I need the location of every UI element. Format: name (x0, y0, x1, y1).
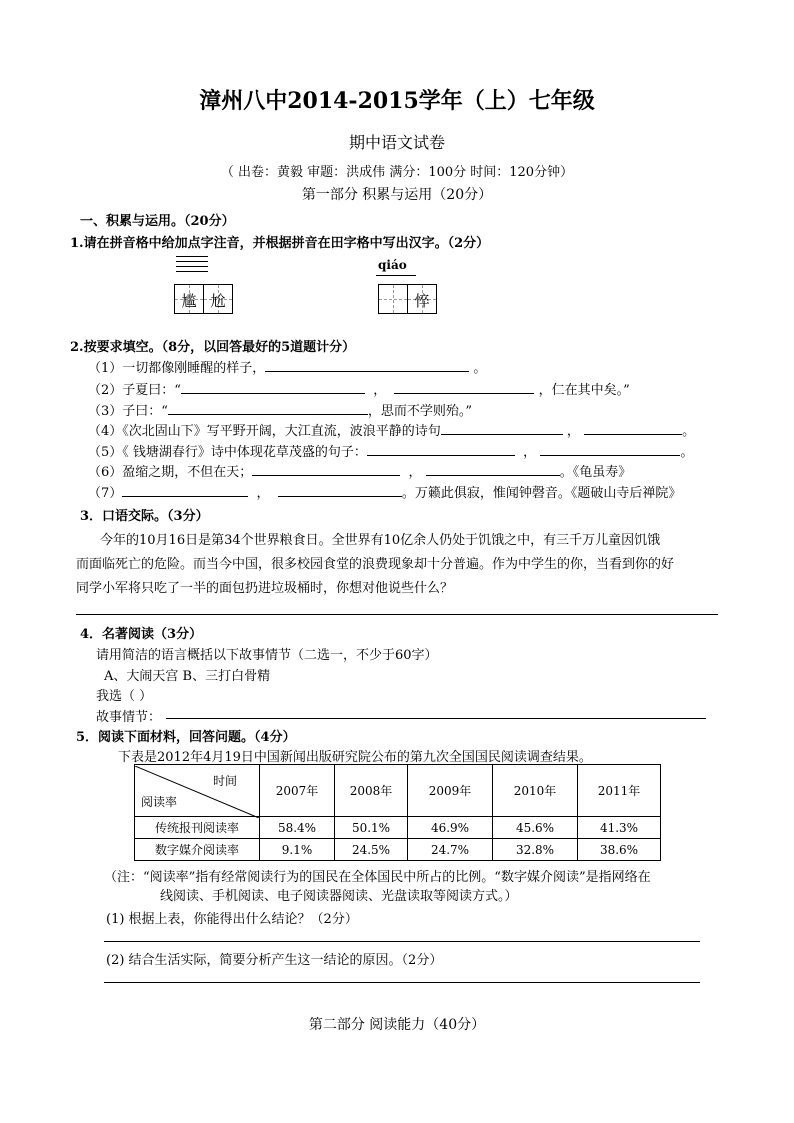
year-header: 2008年 (335, 765, 408, 817)
table-cell: 32.8% (493, 839, 578, 861)
answer-blank[interactable] (181, 381, 365, 394)
q3-answer-line[interactable] (76, 614, 718, 615)
q5-intro: 下表是2012年4月19日中国新闻出版研究院公布的第九次全国国民阅读调查结果。 (118, 750, 592, 765)
q3-title: 3．口语交际。（3分） (80, 509, 209, 524)
q3-text-3: 同学小军将只吃了一半的面包扔进垃圾桶时，你想对他说些什么？ (76, 581, 454, 596)
table-row (135, 839, 661, 861)
pinyin-grid-left (176, 256, 208, 276)
q2-item-2: （2）子夏曰：“ ， ，仁在其中矣。” (88, 383, 630, 398)
q5-sub1: (1) 根据上表，你能得出什么结论？（2分） (106, 912, 358, 927)
table-cell: 46.9% (408, 817, 493, 839)
q4-answer-line[interactable] (166, 718, 706, 719)
answer-blank[interactable] (367, 443, 515, 456)
q5-note-1: （注：“阅读率”指有经常阅读行为的国民在全体国民中所占的比例。“数字媒介阅读”是指网络在 (104, 870, 651, 885)
char-ga: 尬 (210, 292, 226, 310)
answer-blank[interactable] (278, 484, 402, 497)
char-gan: 尴 (181, 292, 197, 310)
q5-title: 5．阅读下面材料，回答问题。（4分） (76, 730, 296, 745)
table-corner: 时间 阅读率 (135, 766, 259, 816)
reading-rate-table (134, 764, 661, 861)
q2-title: 2.按要求填空。（8分，以回答最好的5道题计分） (70, 340, 356, 355)
q2-item-4: （4）《次北固山下》写平野开阔，大江直流，波浪平静的诗句 ， 。 (88, 424, 696, 439)
pinyin-qiao: qiáo (378, 258, 407, 272)
char-cui: 悴 (414, 292, 430, 310)
q1-title: 1.请在拼音格中给加点字注音，并根据拼音在田字格中写出汉字。（2分） (70, 236, 490, 251)
answer-blank[interactable] (168, 402, 368, 415)
year-header: 2009年 (408, 765, 493, 817)
exam-meta: （ 出卷：黄毅 审题：洪成伟 满分：100分 时间：120分钟） (220, 165, 574, 180)
q5-note-2: 线阅读、手机阅读、电子阅读器阅读、光盘读取等阅读方式。） (160, 889, 518, 904)
answer-blank[interactable] (394, 381, 534, 394)
answer-blank[interactable] (252, 463, 400, 476)
part2-heading: 第二部分 阅读能力（40分） (308, 1017, 486, 1033)
table-cell: 58.4% (260, 817, 335, 839)
answer-blank[interactable] (540, 443, 680, 456)
q5-sub1-answer-line[interactable] (104, 941, 700, 942)
year-header: 2010年 (493, 765, 578, 817)
exam-subtitle: 期中语文试卷 (348, 133, 445, 152)
year-header: 2007年 (260, 765, 335, 817)
table-cell: 24.5% (335, 839, 408, 861)
answer-blank[interactable] (426, 463, 560, 476)
table-cell: 9.1% (260, 839, 335, 861)
q5-sub2-answer-line[interactable] (104, 982, 700, 983)
table-cell: 38.6% (578, 839, 661, 861)
blank-cell[interactable] (378, 284, 408, 314)
answer-blank[interactable] (441, 422, 563, 435)
answer-blank[interactable] (265, 359, 469, 372)
table-cell: 41.3% (578, 817, 661, 839)
q4-plot-label: 故事情节： (96, 710, 162, 725)
q2-item-1: （1）一切都像刚睡醒的样子， 。 (88, 361, 487, 376)
table-cell: 24.7% (408, 839, 493, 861)
row-label: 数字媒介阅读率 (135, 839, 260, 861)
q2-item-3: （3）子曰：“ ，思而不学则殆。” (88, 404, 473, 419)
q4-choose[interactable]: 我选（ ） (96, 689, 153, 704)
table-cell: 45.6% (493, 817, 578, 839)
year-header: 2011年 (578, 765, 661, 817)
part1-heading: 第一部分 积累与运用（20分） (301, 187, 493, 203)
exam-title: 漳州八中2014-2015学年（上）七年级 (199, 88, 595, 114)
q4-title: 4．名著阅读（3分） (80, 627, 203, 642)
q4-options: A、大闹天宫 B、三打白骨精 (104, 669, 271, 684)
answer-blank[interactable] (122, 484, 248, 497)
section1-heading: 一、积累与运用。（20分） (80, 214, 235, 229)
tianzige-left (174, 284, 232, 314)
q2-item-7: （7） ， 。万籁此俱寂，惟闻钟磬音。《题破山寺后禅院》 (88, 486, 682, 501)
q4-prompt: 请用简洁的语言概括以下故事情节（二选一，不少于60字） (96, 648, 438, 663)
q2-item-5: （5）《 钱塘湖春行》诗中体现花草茂盛的句子： ， 。 (88, 445, 694, 460)
answer-blank[interactable] (584, 422, 682, 435)
q2-item-6: （6）盈缩之期，不但在天； ， 。《龟虽寿》 (88, 465, 632, 480)
table-row (135, 817, 661, 839)
q3-text-1: 今年的10月16日是第34个世界粮食日。全世界有10亿余人仍处于饥饿之中，有三千万儿童因饥饿 (100, 533, 661, 548)
table-cell: 50.1% (335, 817, 408, 839)
row-label: 传统报刊阅读率 (135, 817, 260, 839)
q5-sub2: (2) 结合生活实际，简要分析产生这一结论的原因。（2分） (106, 953, 443, 968)
q3-text-2: 而面临死亡的危险。而当今中国，很多校园食堂的浪费现象却十分普遍。作为中学生的你，当看到你的好 (76, 557, 675, 572)
tianzige-right (378, 284, 436, 314)
